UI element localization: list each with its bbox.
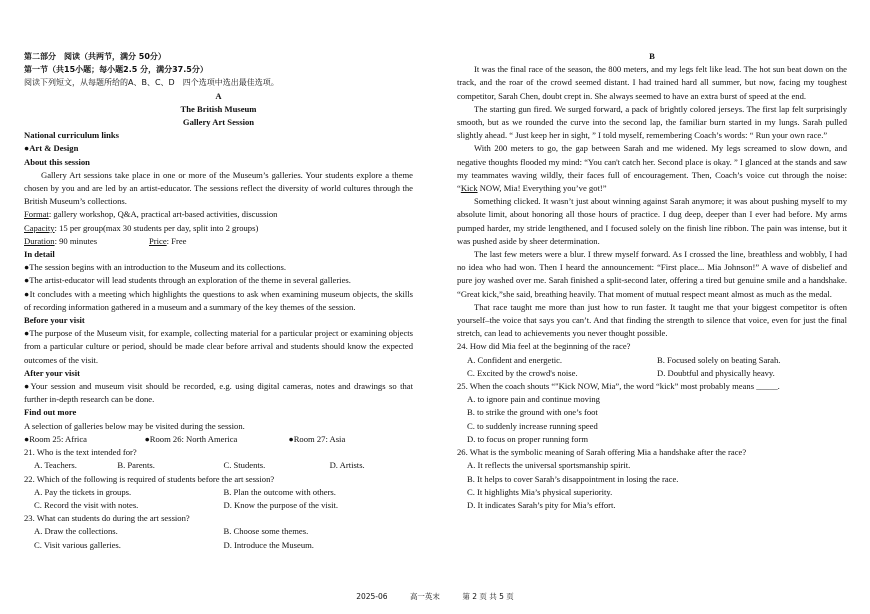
passage-b-letter: B <box>649 51 655 61</box>
right-column <box>457 50 847 512</box>
detail-item: ●It concludes with a meeting which highlights the questions to ask when examining museum objects, the skills of recording information gathered in a museum and a summary of the key themes of the session. <box>24 288 413 312</box>
option-d: D. Know the purpose of the visit. <box>223 499 339 510</box>
option-a: A. Pay the tickets in groups. <box>34 486 132 497</box>
footer-exam: 高一英末 <box>409 592 440 601</box>
option-c: C. to suddenly increase running speed <box>467 420 598 431</box>
capacity-label: Capacity <box>24 222 55 233</box>
question-stem: 21. Who is the text intended for? <box>24 447 137 458</box>
capacity-text: : 15 per group(max 30 students per day, split into 2 groups) <box>54 222 259 233</box>
option-a: A. It reflects the universal sportsmanship spirit. <box>467 460 631 471</box>
curriculum-heading: National curriculum links <box>24 130 120 141</box>
passage-a-title: The British Museum <box>180 103 257 114</box>
duration-price-line <box>24 235 413 248</box>
question-23 <box>24 512 413 552</box>
option-b: B. Parents. <box>117 460 155 471</box>
option-d: D. Introduce the Museum. <box>223 539 314 550</box>
duration-text: : 90 minutes <box>54 235 98 246</box>
question-stem: 23. What can students do during the art session? <box>24 513 190 524</box>
option-d: D. to focus on proper running form <box>467 433 589 444</box>
find-text: A selection of galleries below may be visited during the session. <box>24 420 245 431</box>
option-c: C. Record the visit with notes. <box>34 499 139 510</box>
price-text: : Free <box>166 235 187 246</box>
question-stem: 22. Which of the following is required of students before the art session? <box>24 473 275 484</box>
option-d: D. It indicates Sarah’s pity for Mia’s effort. <box>467 499 616 510</box>
section-title: 第一节（共15小题；每小题2.5 分，满分37.5分） <box>24 65 208 75</box>
before-text: ●The purpose of the Museum visit, for example, collecting material for a particular project or examining objects from a particular culture or period, should be made clear before arrival and students should know the expected outcomes of the visit. <box>24 328 413 365</box>
question-25 <box>457 380 847 446</box>
question-stem: 25. When the coach shouts “"Kick NOW, Mia”, the word “kick” most probably means _____. <box>457 381 780 392</box>
footer-page: 第 2 页 共 5 页 <box>462 592 514 601</box>
option-b: B. It helps to cover Sarah’s disappointment in losing the race. <box>467 473 679 484</box>
option-c: C. Visit various galleries. <box>34 539 121 550</box>
passage-a-subtitle: Gallery Art Session <box>182 117 255 128</box>
question-options <box>24 486 413 512</box>
passage-a-letter: A <box>215 90 222 101</box>
format-label: Format <box>24 209 49 220</box>
footer-date: 2025-06 <box>356 592 388 601</box>
page-footer <box>0 591 870 602</box>
option-c: C. It highlights Mia’s physical superiority. <box>467 486 613 497</box>
underlined-word: Kick <box>460 183 478 194</box>
capacity-line <box>24 222 413 235</box>
room-item: ●Room 26: North America <box>144 433 238 444</box>
question-24 <box>457 340 847 380</box>
before-heading: Before your visit <box>24 315 85 326</box>
price-group <box>149 235 186 248</box>
option-a: A. Confident and energetic. <box>467 354 563 365</box>
detail-item: ●The artist-educator will lead students through an exploration of the theme in several galleries. <box>24 275 351 286</box>
option-a: A. to ignore pain and continue moving <box>467 394 600 405</box>
question-options <box>24 525 413 551</box>
detail-item: ●The session begins with an introduction to the Museum and its collections. <box>24 262 287 273</box>
option-a: A. Teachers. <box>34 460 77 471</box>
room-item: ●Room 25: Africa <box>24 433 87 444</box>
duration-group <box>24 235 149 248</box>
question-options <box>24 459 413 472</box>
story-paragraph: The last few meters were a blur. I threw myself forward. As I crossed the line, breathless and wobbly, I had no idea who had won. Then I heard the announcement: “First place... Mia Johnson!” A wave of disbelief and pure joy washed over me. Sarah finished a split-second later, offering a tired but genuine smile and a handshake. “Great kick,”she said, breathing heavily. That moment of mutual respect meant almost as much as the medal. <box>457 249 847 299</box>
part-title: 第二部分 阅读（共两节，满分 50分） <box>24 52 166 61</box>
after-heading: After your visit <box>24 367 81 378</box>
about-text: Gallery Art sessions take place in one or more of the Museum’s galleries. Your students explore a theme chosen by you and are led by an artist-educator. The sessions reflect the diversity of world cultures through the British Museum’s collections. <box>24 169 413 207</box>
story-paragraph: That race taught me more than just how to run faster. It taught me that your biggest competitor is often yourself–the voice that says you can’t. And that finding the strength to silence that voice, even for just the final stretch, can lead to achievements you never thought possible. <box>457 301 847 339</box>
story-paragraph: With 200 meters to go, the gap between Sarah and me widened. My legs screamed to slow down, and negative thoughts flooded my mind: “You can't catch her. Second place is okay. ” I glanced at the stands and saw my teammates waving wildly, their faces full of encouragement. Then, Coach’s voice cut through the noise: “Kick NOW, Mia! Everything you’ve got!” <box>457 143 847 194</box>
question-stem: 26. What is the symbolic meaning of Sarah offering Mia a handshake after the race? <box>457 447 747 458</box>
about-heading: About this session <box>24 156 90 167</box>
story-paragraph: Something clicked. It wasn’t just about winning against Sarah anymore; it was about pushing myself to my absolute limit, about honoring all those hours of practice. I dug deep, deeper than I ever had before. My arms pumped harder, my stride lengthened, and I focused solely on the finish line ribbon. The pain was intense, but it was pushed aside by sheer determination. <box>457 196 847 246</box>
option-a: A. Draw the collections. <box>34 526 118 537</box>
option-c: C. Excited by the crowd's noise. <box>467 367 578 378</box>
option-b: B. Choose some themes. <box>223 526 309 537</box>
question-options <box>457 459 847 512</box>
duration-label: Duration <box>24 235 55 246</box>
rooms-list <box>24 433 413 446</box>
price-label: Price <box>149 235 167 246</box>
question-options <box>457 354 847 380</box>
detail-heading: In detail <box>24 249 55 260</box>
story-paragraph: It was the final race of the season, the 800 meters, and my legs felt like lead. The hot sun beat down on the track, and the roar of the crowd seemed distant. I had trained hard all summer, but now, facing my toughest competitor, Sarah Chen, doubt crept in. She always seemed to have an extra burst of speed at the end. <box>457 64 847 101</box>
option-b: B. to strike the ground with one’s foot <box>467 407 598 418</box>
question-21 <box>24 446 413 472</box>
question-26 <box>457 446 847 512</box>
option-c: C. Students. <box>223 460 266 471</box>
format-text: : gallery workshop, Q&A, practical art-based activities, discussion <box>48 209 278 220</box>
option-d: D. Artists. <box>329 460 365 471</box>
after-text: ●Your session and museum visit should be recorded, e.g. using digital cameras, notes and drawings so that further in-depth research can be done. <box>24 381 413 405</box>
subject-item: ●Art & Design <box>24 143 79 154</box>
option-b: B. Plan the outcome with others. <box>223 486 336 497</box>
section-instruction: 阅读下列短文，从每题所给的A、B、C、D 四个选项中选出最佳选项。 <box>24 78 279 88</box>
question-options <box>457 393 847 446</box>
option-b: B. Focused solely on beating Sarah. <box>657 354 781 365</box>
story-paragraph: The starting gun fired. We surged forward, a pack of brightly colored jerseys. The first lap felt surprisingly smooth, but as we rounded the curve into the second lap, the familiar burn started in my lungs. Sarah pulled slightly ahead. “ Just keep her in sight, ” I told myself, remembering Coach’s words: “ Run your own race.” <box>457 103 847 141</box>
question-22 <box>24 473 413 513</box>
option-d: D. Doubtful and physically heavy. <box>657 367 775 378</box>
find-heading: Find out more <box>24 407 77 418</box>
question-stem: 24. How did Mia feel at the beginning of the race? <box>457 341 631 352</box>
room-item: ●Room 27: Asia <box>288 433 346 444</box>
format-line <box>24 208 413 221</box>
left-column <box>24 50 413 552</box>
